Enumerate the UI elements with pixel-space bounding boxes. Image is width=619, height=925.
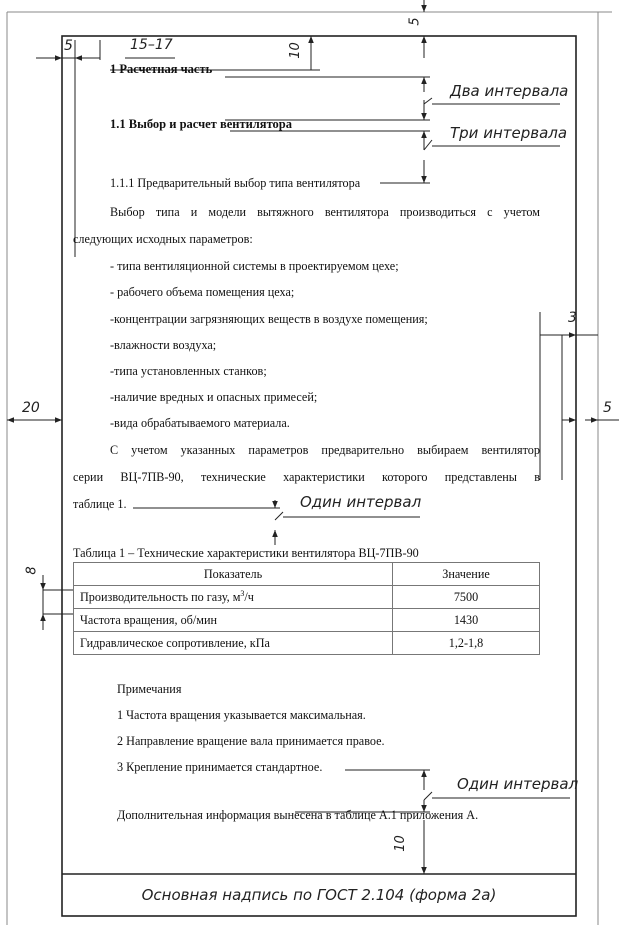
one-interval-a-label: Один интервал <box>300 493 422 511</box>
dim-10-bottom-label: 10 <box>392 835 408 852</box>
spec-table <box>73 562 540 655</box>
table-caption: Таблица 1 – Технические характеристики вентилятора ВЦ-7ПВ-90 <box>73 546 419 560</box>
heading-3: 1.1.1 Предварительный выбор типа вентилятора <box>110 176 361 190</box>
note-item: 1 Частота вращения указывается максимальная. <box>117 708 366 722</box>
para-1-line-2: следующих исходных параметров: <box>73 232 253 246</box>
list-item: - типа вентиляционной системы в проектируемом цехе; <box>110 259 399 273</box>
para-2-line-2: серии ВЦ-7ПВ-90, технические характеристики которого представлены в <box>73 470 540 484</box>
table-cell-value: 1,2-1,8 <box>393 632 540 655</box>
heading-2: 1.1 Выбор и расчет вентилятора <box>110 117 292 131</box>
table-cell-param: Частота вращения, об/мин <box>74 609 393 632</box>
footer-text: Дополнительная информация вынесена в таблице А.1 приложения А. <box>117 808 479 822</box>
list-item: -влажности воздуха; <box>110 338 217 352</box>
param-unit-suffix: /ч <box>244 590 254 605</box>
dim-20-label: 20 <box>22 400 40 416</box>
dim-3-label: 3 <box>568 310 577 326</box>
note-item: 2 Направление вращение вала принимается правое. <box>117 734 385 748</box>
table-header-param: Показатель <box>74 563 393 586</box>
one-interval-b-label: Один интервал <box>457 775 579 793</box>
para-2-line-3: таблице 1. <box>73 497 127 511</box>
table-row <box>74 586 540 609</box>
list-item: - рабочего объема помещения цеха; <box>110 285 295 299</box>
table-cell-param <box>74 586 393 609</box>
list-item: -концентрации загрязняющих веществ в воздухе помещения; <box>110 312 428 326</box>
para-1-line-1: Выбор типа и модели вытяжного вентилятора производиться с учетом <box>110 205 540 219</box>
para-2-line-1: С учетом указанных параметров предварительно выбираем вентилятор <box>110 443 540 457</box>
table-header-row <box>74 563 540 586</box>
list-item: -типа установленных станков; <box>110 364 267 378</box>
dim-15-17-label: 15–17 <box>130 37 173 53</box>
note-item: 3 Крепление принимается стандартное. <box>117 760 323 774</box>
param-text: Производительность по газу, м <box>80 590 241 605</box>
dim-5-right-label: 5 <box>603 400 612 416</box>
three-intervals-label: Три интервала <box>450 124 568 142</box>
two-intervals-label: Два интервала <box>450 82 569 100</box>
title-block-stamp: Основная надпись по ГОСТ 2.104 (форма 2а) <box>141 886 497 904</box>
table-header-value: Значение <box>393 563 540 586</box>
table-row <box>74 632 540 655</box>
table-cell-value: 1430 <box>393 609 540 632</box>
dim-8-label: 8 <box>24 566 40 575</box>
notes-title: Примечания <box>117 682 182 696</box>
param-superscript: 3 <box>240 588 245 598</box>
dim-5-left-label: 5 <box>64 38 73 54</box>
table-cell-value: 7500 <box>393 586 540 609</box>
table-cell-param: Гидравлическое сопротивление, кПа <box>74 632 393 655</box>
table-row <box>74 609 540 632</box>
list-item: -вида обрабатываемого материала. <box>110 416 290 430</box>
dim-10-top-label: 10 <box>287 42 303 59</box>
heading-1: 1 Расчетная часть <box>110 62 213 76</box>
list-item: -наличие вредных и опасных примесей; <box>110 390 318 404</box>
dim-5-top-label: 5 <box>407 17 423 26</box>
